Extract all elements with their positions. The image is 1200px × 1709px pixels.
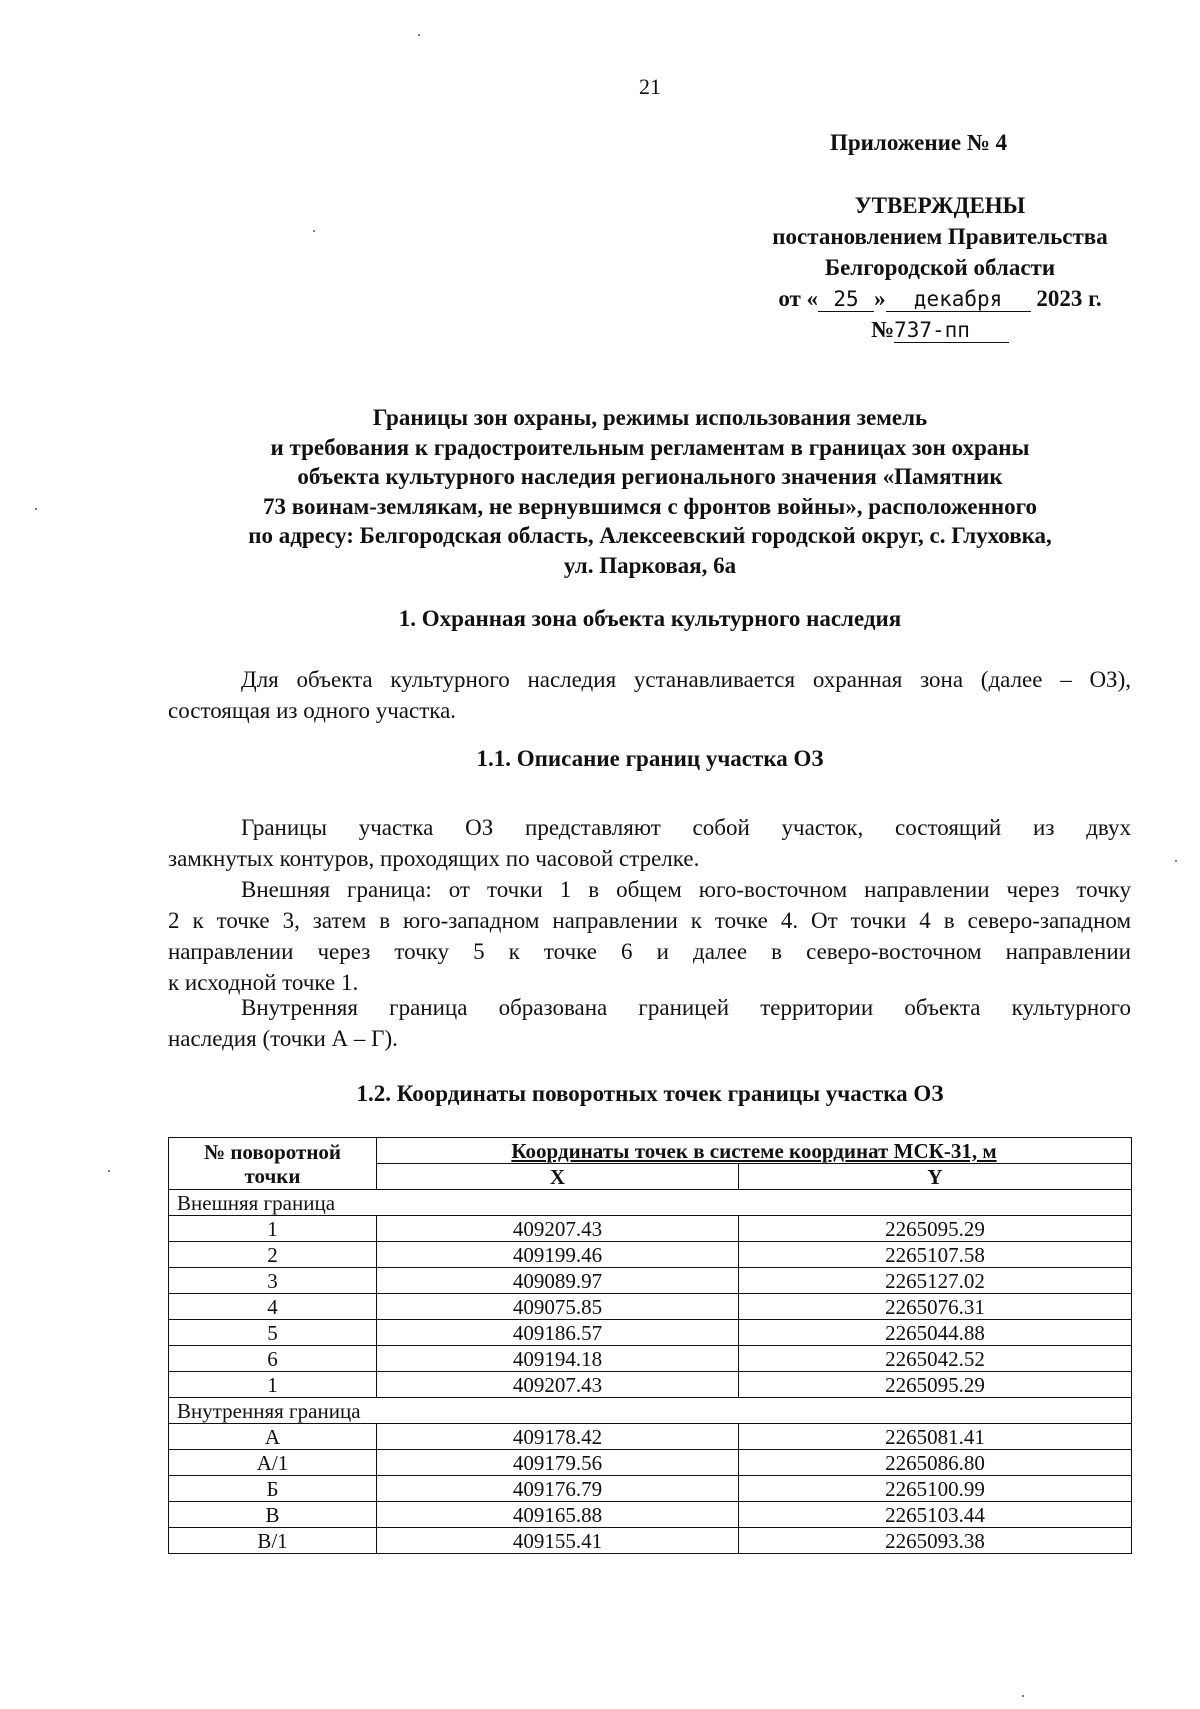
section-1-paragraph bbox=[168, 664, 1131, 726]
paragraph-line: 2 к точке 3, затем в юго-западном направлении к точке 4. От точки 4 в северо-западном bbox=[168, 908, 1131, 933]
section-1-1-heading: 1.1. Описание границ участка ОЗ bbox=[476, 746, 824, 771]
paragraph-line: направлении через точку 5 к точке 6 и далее в северо-восточном направлении bbox=[168, 939, 1131, 964]
section-row-outer bbox=[169, 1190, 1132, 1216]
decree-number bbox=[720, 314, 1160, 345]
table-row: В/1 409155.41 2265093.38 bbox=[169, 1528, 1132, 1554]
table-row: 1 409207.43 2265095.29 bbox=[169, 1216, 1132, 1242]
decree-date bbox=[720, 283, 1160, 314]
date-prefix: от « bbox=[778, 286, 819, 311]
date-year: 2023 г. bbox=[1036, 286, 1102, 311]
section-1-1-paragraph-2 bbox=[168, 874, 1131, 998]
section-row-inner bbox=[169, 1398, 1132, 1424]
table-row: 4 409075.85 2265076.31 bbox=[169, 1294, 1132, 1320]
table-row: 3 409089.97 2265127.02 bbox=[169, 1268, 1132, 1294]
paragraph-line: к исходной точке 1. bbox=[168, 970, 359, 995]
decree-line-1: постановлением Правительства bbox=[772, 224, 1108, 249]
approval-block bbox=[720, 190, 1160, 345]
scan-speck bbox=[35, 508, 37, 510]
outer-boundary-label: Внешняя граница bbox=[169, 1190, 1132, 1216]
paragraph-line: Границы участка ОЗ представляют собой участок, состоящий из двух bbox=[241, 815, 1131, 840]
paragraph-line: Внешняя граница: от точки 1 в общем юго-восточном направлении через точку bbox=[241, 877, 1131, 902]
number-prefix: № bbox=[870, 317, 895, 342]
header-point-number: № поворотной точки bbox=[169, 1138, 377, 1190]
table-row: 6 409194.18 2265042.52 bbox=[169, 1346, 1132, 1372]
section-1-heading: 1. Охранная зона объекта культурного наследия bbox=[398, 606, 902, 631]
decree-line-2: Белгородской области bbox=[824, 255, 1056, 280]
date-day: 25 bbox=[818, 287, 874, 312]
date-month: декабря bbox=[886, 287, 1031, 312]
title-line: ул. Парковая, 6а bbox=[563, 552, 737, 578]
section-1-1-paragraph-1 bbox=[168, 812, 1131, 874]
scan-speck bbox=[313, 230, 315, 232]
table-row: 1 409207.43 2265095.29 bbox=[169, 1372, 1132, 1398]
header-x: X bbox=[377, 1164, 739, 1190]
title-line: 73 воинам-землякам, не вернувшимся с фронтов войны», расположенного bbox=[263, 493, 1037, 519]
table-row: А 409178.42 2265081.41 bbox=[169, 1424, 1132, 1450]
header-y: Y bbox=[739, 1164, 1132, 1190]
scan-speck bbox=[108, 1170, 110, 1172]
paragraph-line: Для объекта культурного наследия устанавливается охранная зона (далее – ОЗ), bbox=[241, 667, 1131, 692]
title-line: Границы зон охраны, режимы использования земель bbox=[372, 405, 928, 430]
paragraph-line: Внутренняя граница образована границей территории объекта культурного bbox=[241, 995, 1131, 1020]
paragraph-line: состоящая из одного участка. bbox=[168, 698, 457, 723]
table-row: Б 409176.79 2265100.99 bbox=[169, 1476, 1132, 1502]
scan-speck bbox=[418, 34, 420, 36]
table-row: В 409165.88 2265103.44 bbox=[169, 1502, 1132, 1528]
paragraph-line: замкнутых контуров, проходящих по часовой стрелке. bbox=[168, 846, 700, 871]
title-line: и требования к градостроительным регламентам в границах зон охраны bbox=[270, 434, 1030, 460]
number-value: 737-пп bbox=[894, 318, 1009, 343]
appendix-label: Приложение № 4 bbox=[830, 130, 1008, 155]
approved-word: УТВЕРЖДЕНЫ bbox=[854, 193, 1026, 218]
scan-speck bbox=[1175, 860, 1177, 862]
title-line: по адресу: Белгородская область, Алексеевский городской округ, с. Глуховка, bbox=[248, 523, 1052, 548]
date-mid: » bbox=[874, 286, 886, 311]
section-1-2-heading: 1.2. Координаты поворотных точек границы участка ОЗ bbox=[356, 1081, 944, 1106]
table-row: А/1 409179.56 2265086.80 bbox=[169, 1450, 1132, 1476]
table-row: 2 409199.46 2265107.58 bbox=[169, 1242, 1132, 1268]
scan-speck bbox=[1022, 1695, 1024, 1697]
header-coordinates: Координаты точек в системе координат МСК-31, м bbox=[377, 1138, 1132, 1164]
paragraph-line: наследия (точки А – Г). bbox=[168, 1026, 398, 1051]
document-title bbox=[150, 403, 1150, 580]
table-row: 5 409186.57 2265044.88 bbox=[169, 1320, 1132, 1346]
section-1-1-paragraph-3 bbox=[168, 992, 1131, 1054]
coordinates-table bbox=[168, 1137, 1132, 1554]
title-line: объекта культурного наследия регионального значения «Памятник bbox=[297, 464, 1003, 489]
page-number: 21 bbox=[639, 74, 661, 99]
inner-boundary-label: Внутренняя граница bbox=[169, 1398, 1132, 1424]
